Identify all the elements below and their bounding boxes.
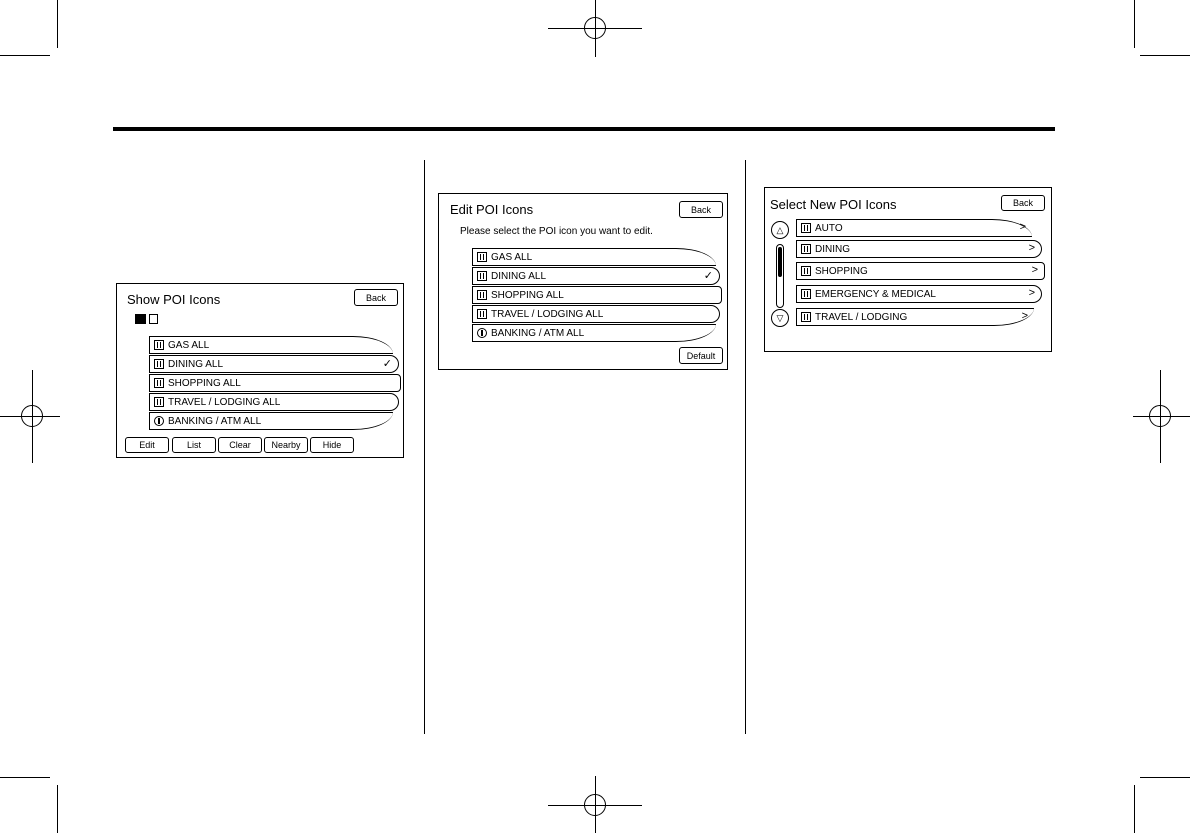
dining-icon bbox=[154, 359, 164, 369]
travel-icon bbox=[154, 397, 164, 407]
dining-poi-icon bbox=[149, 314, 158, 324]
dining-icon bbox=[477, 271, 487, 281]
list-item-dining[interactable]: DINING ALL ✓ bbox=[149, 355, 399, 373]
edit-button[interactable]: Edit bbox=[125, 437, 169, 453]
chevron-right-icon: > bbox=[1031, 264, 1038, 276]
instruction-text: Please select the POI icon you want to edit. bbox=[460, 226, 653, 237]
shopping-icon bbox=[154, 378, 164, 388]
auto-icon bbox=[801, 223, 811, 233]
list-item-dining[interactable]: DINING > bbox=[796, 240, 1042, 258]
chevron-right-icon: > bbox=[1028, 242, 1035, 254]
registration-mark bbox=[1149, 405, 1171, 427]
registration-mark bbox=[584, 794, 606, 816]
chevron-right-icon: > bbox=[1028, 287, 1035, 299]
nearby-button[interactable]: Nearby bbox=[264, 437, 308, 453]
registration-mark bbox=[584, 17, 606, 39]
scrollbar[interactable] bbox=[776, 244, 784, 308]
chevron-right-icon: > bbox=[1019, 221, 1026, 233]
list-item-dining[interactable]: DINING ALL ✓ bbox=[472, 267, 720, 285]
screen-title: Edit POI Icons bbox=[450, 202, 534, 217]
crop-mark bbox=[0, 777, 50, 778]
list-item-auto[interactable]: AUTO > bbox=[796, 219, 1032, 237]
back-button[interactable]: Back bbox=[679, 201, 723, 218]
show-poi-icons-screen bbox=[116, 283, 404, 458]
column-divider bbox=[745, 160, 746, 734]
travel-icon bbox=[477, 309, 487, 319]
list-item-travel[interactable]: TRAVEL / LODGING ALL bbox=[472, 305, 720, 323]
default-button[interactable]: Default bbox=[679, 347, 723, 364]
dining-icon bbox=[801, 244, 811, 254]
shopping-icon bbox=[801, 266, 811, 276]
crop-mark bbox=[57, 785, 58, 833]
scrollbar-thumb[interactable] bbox=[778, 247, 782, 277]
travel-icon bbox=[801, 312, 811, 322]
checkmark-icon: ✓ bbox=[703, 270, 713, 282]
screen-title: Select New POI Icons bbox=[770, 197, 897, 212]
crop-mark bbox=[0, 55, 50, 56]
list-item-shopping[interactable]: SHOPPING ALL bbox=[472, 286, 722, 304]
list-item-banking[interactable]: BANKING / ATM ALL bbox=[149, 412, 393, 430]
clear-button[interactable]: Clear bbox=[218, 437, 262, 453]
list-item-travel[interactable]: TRAVEL / LODGING ALL bbox=[149, 393, 399, 411]
list-item-travel[interactable]: TRAVEL / LODGING > bbox=[796, 308, 1034, 326]
list-button[interactable]: List bbox=[172, 437, 216, 453]
banking-icon bbox=[477, 328, 487, 338]
map-poi-icon bbox=[135, 314, 146, 324]
crop-mark bbox=[1140, 55, 1190, 56]
edit-poi-icons-screen bbox=[438, 193, 728, 370]
chevron-right-icon: > bbox=[1021, 310, 1028, 322]
screen-title: Show POI Icons bbox=[127, 292, 221, 307]
list-item-emergency[interactable]: EMERGENCY & MEDICAL > bbox=[796, 285, 1042, 303]
crop-mark bbox=[1140, 777, 1190, 778]
back-button[interactable]: Back bbox=[354, 289, 398, 306]
checkmark-icon: ✓ bbox=[382, 358, 392, 370]
registration-mark bbox=[21, 405, 43, 427]
list-item-banking[interactable]: BANKING / ATM ALL bbox=[472, 324, 716, 342]
crop-mark bbox=[1134, 785, 1135, 833]
shopping-icon bbox=[477, 290, 487, 300]
emergency-icon bbox=[801, 289, 811, 299]
select-new-poi-icons-screen bbox=[764, 187, 1052, 352]
back-button[interactable]: Back bbox=[1001, 195, 1045, 211]
gas-icon bbox=[477, 252, 487, 262]
crop-mark bbox=[57, 0, 58, 48]
gas-icon bbox=[154, 340, 164, 350]
list-item-gas[interactable]: GAS ALL bbox=[472, 248, 716, 266]
column-divider bbox=[424, 160, 425, 734]
crop-mark bbox=[1134, 0, 1135, 48]
list-item-shopping[interactable]: SHOPPING ALL bbox=[149, 374, 401, 392]
banking-icon bbox=[154, 416, 164, 426]
header-rule bbox=[113, 127, 1055, 131]
scroll-down-button[interactable]: ▽ bbox=[771, 309, 789, 327]
list-item-shopping[interactable]: SHOPPING > bbox=[796, 262, 1045, 280]
list-item-gas[interactable]: GAS ALL bbox=[149, 336, 393, 354]
hide-button[interactable]: Hide bbox=[310, 437, 354, 453]
scroll-up-button[interactable]: △ bbox=[771, 221, 789, 239]
